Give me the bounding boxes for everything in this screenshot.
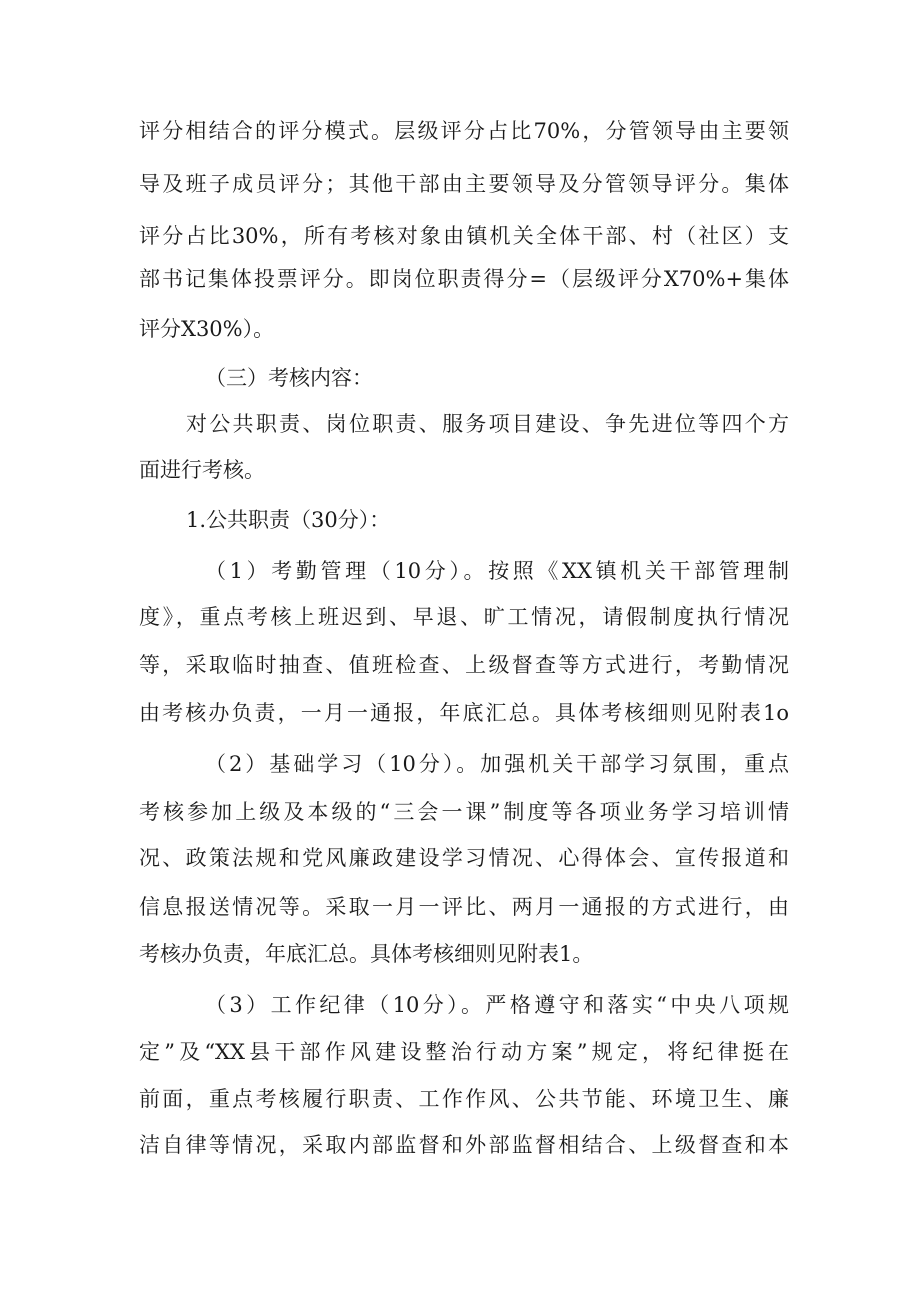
subsection-heading: 1.公共职责（30分）： [186, 508, 391, 532]
text-line: 考核办负责，年底汇总。具体考核细则见附表1。 [139, 942, 594, 966]
text-line: 导及班子成员评分；其他干部由主要领导及分管领导评分。集体 [139, 172, 789, 196]
text-line: 面进行考核。 [139, 458, 265, 482]
text-line: 评分X30%）。 [139, 317, 275, 341]
text-line: 信息报送情况等。采取一月一评比、两月一通报的方式进行，由 [139, 895, 789, 919]
text-line: 洁自律等情况，采取内部监督和外部监督相结合、上级督查和本 [139, 1133, 789, 1157]
text-line: 评分占比30%，所有考核对象由镇机关全体干部、村（社区）支 [139, 224, 789, 248]
text-line: 对公共职责、岗位职责、服务项目建设、争先进位等四个方 [186, 412, 789, 436]
text-line: 部书记集体投票评分。即岗位职责得分=（层级评分X70%+集体 [139, 267, 789, 291]
text-line: （3）工作纪律（10分）。严格遵守和落实“中央八项规 [205, 993, 789, 1017]
text-line: （1）考勤管理（10分）。按照《XX镇机关干部管理制 [205, 559, 789, 583]
text-line: 度》，重点考核上班迟到、早退、旷工情况，请假制度执行情况 [139, 605, 789, 629]
text-line: 评分相结合的评分模式。层级评分占比70%，分管领导由主要领 [139, 119, 789, 143]
text-line: 前面，重点考核履行职责、工作作风、公共节能、环境卫生、廉 [139, 1087, 789, 1111]
text-line: 况、政策法规和党风廉政建设学习情况、心得体会、宣传报道和 [139, 846, 789, 870]
text-line: 定”及“XX县干部作风建设整治行动方案”规定，将纪律挺在 [139, 1040, 789, 1064]
text-line: 考核参加上级及本级的“三会一课”制度等各项业务学习培训情 [139, 800, 789, 824]
section-heading: （三）考核内容： [205, 366, 373, 390]
text-line: （2）基础学习（10分）。加强机关干部学习氛围，重点 [205, 752, 789, 776]
text-line: 由考核办负责，一月一通报，年底汇总。具体考核细则见附表1o [139, 701, 789, 725]
text-line: 等，采取临时抽查、值班检查、上级督查等方式进行，考勤情况 [139, 653, 789, 677]
